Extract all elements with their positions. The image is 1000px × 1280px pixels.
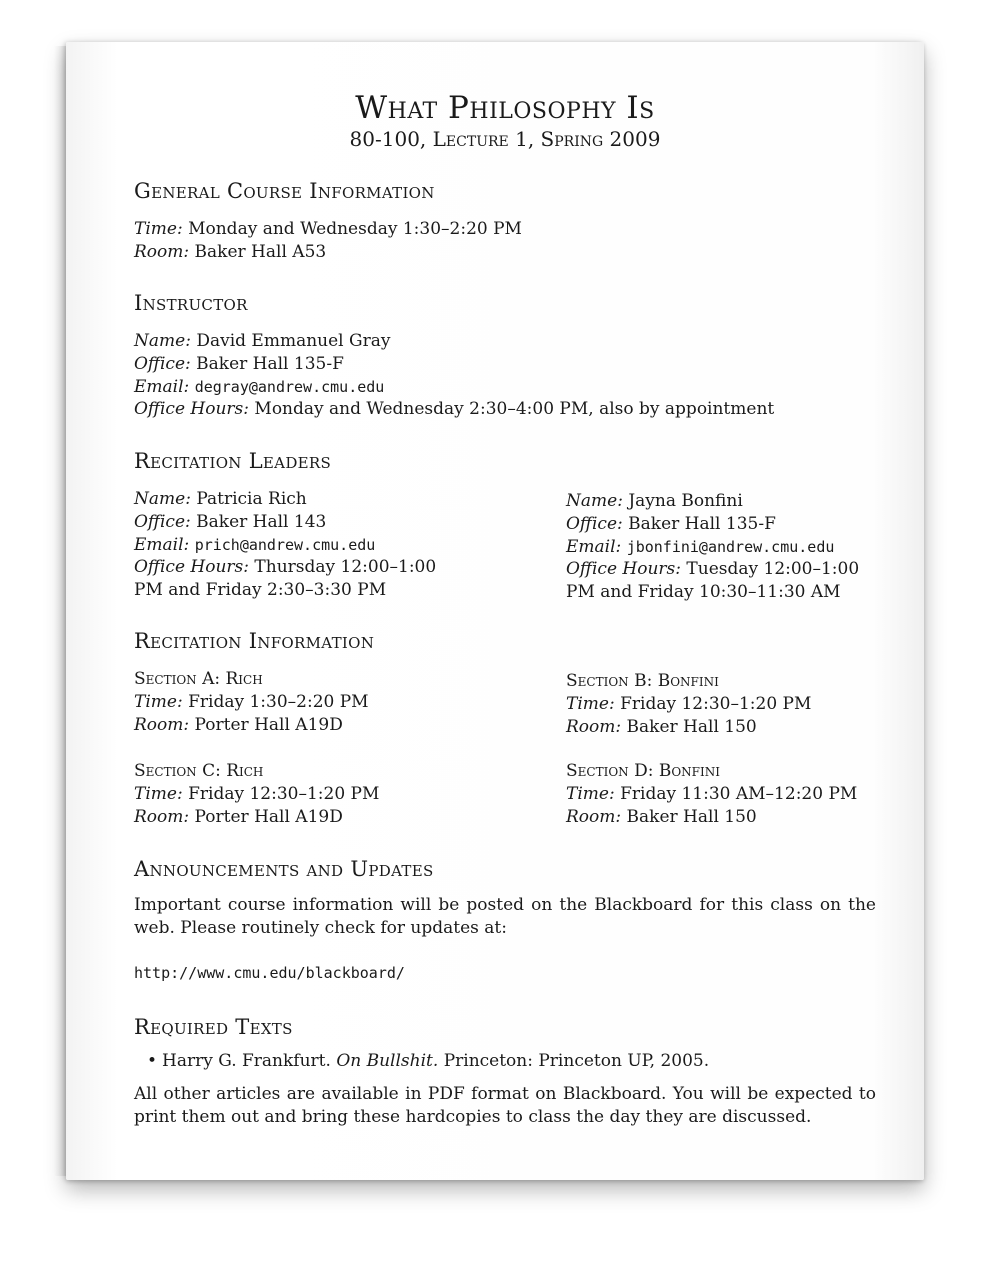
book-title: On Bullshit. [336,1051,439,1071]
time-label: Time: [566,784,615,805]
section-room [134,806,444,829]
email-label: Email: [566,536,622,557]
recitation-section-card [134,760,444,828]
required-texts-section [134,1014,876,1128]
book-publisher: Princeton: Princeton UP, 2005. [443,1051,710,1071]
office-label: Office: [134,353,191,374]
texts-list [134,1050,876,1073]
room-label: Room: [134,806,190,827]
leader-name [134,488,444,511]
header [134,90,876,152]
book-author: Harry G. Frankfurt. [162,1051,331,1071]
recitation-section-card [134,668,444,738]
instructor-heading: Instructor [134,291,248,315]
hours-label: Office Hours: [134,557,249,578]
required-texts-heading: Required Texts [134,1015,293,1039]
leaders-columns [134,488,876,604]
recitation-section-card [566,760,876,828]
page-subtitle: 80-100, Lecture 1, Spring 2009 [349,127,661,151]
time-label: Time: [566,693,615,714]
leader-office [566,513,876,536]
leader-name [566,490,876,513]
name-label: Name: [134,331,191,351]
recitation-section [134,628,876,829]
name-value: Jayna Bonfini [628,491,743,511]
section-room [134,714,444,737]
name-label: Name: [566,491,623,511]
page-title: What Philosophy Is [355,90,655,126]
announcements-heading: Announcements and Updates [134,857,434,881]
recitation-row [134,760,876,828]
leader-card [566,488,876,604]
leader-hours [566,558,876,604]
room-value: Baker Hall 150 [626,806,757,827]
section-time [566,783,876,806]
section-name: Section A: Rich [134,669,263,689]
announcements-section [134,856,876,984]
room-value: Porter Hall A19D [194,714,343,735]
time-label: Time: [134,784,183,805]
office-label: Office: [134,511,191,532]
email-label: Email: [134,534,190,555]
name-value: David Emmanuel Gray [196,331,391,351]
room-label: Room: [134,241,190,262]
hours-value: Tuesday 12:00–1:00 PM and Friday 10:30–11:30 AM [566,559,860,603]
section-name: Section D: Bonfini [566,761,720,782]
blackboard-url[interactable]: http://www.cmu.edu/blackboard/ [134,963,405,982]
time-value: Friday 12:30–1:20 PM [620,693,812,714]
general-heading: General Course Information [134,179,435,203]
email-link[interactable]: degray@andrew.cmu.edu [194,377,385,396]
section-name: Section B: Bonfini [566,671,719,691]
email-link[interactable]: prich@andrew.cmu.edu [194,535,376,554]
time-label: Time: [134,691,183,712]
section-time [566,693,876,716]
time-value: Friday 1:30–2:20 PM [188,691,369,712]
name-value: Patricia Rich [196,489,307,509]
name-label: Name: [134,489,191,509]
office-value: Baker Hall 135-F [196,353,344,374]
leader-hours [134,556,444,602]
email-label: Email: [134,376,190,397]
general-room [134,241,876,264]
time-value: Friday 12:30–1:20 PM [188,784,380,805]
texts-note: All other articles are available in PDF format on Blackboard. You will be expected to print them out and bring these hardcopies to class the day they are discussed. [134,1083,876,1127]
instructor-section [134,290,876,421]
leader-email [134,534,444,557]
hours-label: Office Hours: [566,559,681,580]
instructor-office [134,353,876,376]
recitation-section-card [566,668,876,738]
instructor-name [134,330,876,353]
announcements-text: Important course information will be posted on the Blackboard for this class on the web. Please routinely check for updates at: [134,895,876,938]
section-time [134,691,444,714]
office-value: Baker Hall 143 [196,511,327,532]
time-value: Friday 11:30 AM–12:20 PM [620,784,858,805]
leader-card [134,488,444,604]
email-link[interactable]: jbonfini@andrew.cmu.edu [626,537,835,556]
room-value: Baker Hall 150 [626,716,757,737]
room-label: Room: [566,716,622,737]
office-label: Office: [566,513,623,534]
instructor-hours [134,398,876,421]
general-time [134,218,876,241]
syllabus-page [66,42,924,1180]
room-label: Room: [134,714,190,735]
section-time [134,783,444,806]
list-item [162,1050,876,1073]
room-value: Porter Hall A19D [194,806,343,827]
time-label: Time: [134,219,183,239]
section-room [566,806,876,829]
general-section [134,178,876,264]
recitation-heading: Recitation Information [134,629,375,653]
leader-email [566,536,876,559]
time-value: Monday and Wednesday 1:30–2:20 PM [188,219,522,239]
section-name: Section C: Rich [134,761,264,782]
room-label: Room: [566,806,622,827]
room-value: Baker Hall A53 [194,241,327,262]
hours-label: Office Hours: [134,399,249,420]
leader-office [134,511,444,534]
leaders-heading: Recitation Leaders [134,449,332,473]
recitation-row [134,668,876,738]
section-room [566,716,876,739]
office-value: Baker Hall 135-F [628,513,776,534]
hours-value: Monday and Wednesday 2:30–4:00 PM, also by appointment [254,399,775,420]
instructor-email [134,376,876,399]
leaders-section [134,448,876,604]
hours-value: Thursday 12:00–1:00 PM and Friday 2:30–3:30 PM [134,557,437,601]
